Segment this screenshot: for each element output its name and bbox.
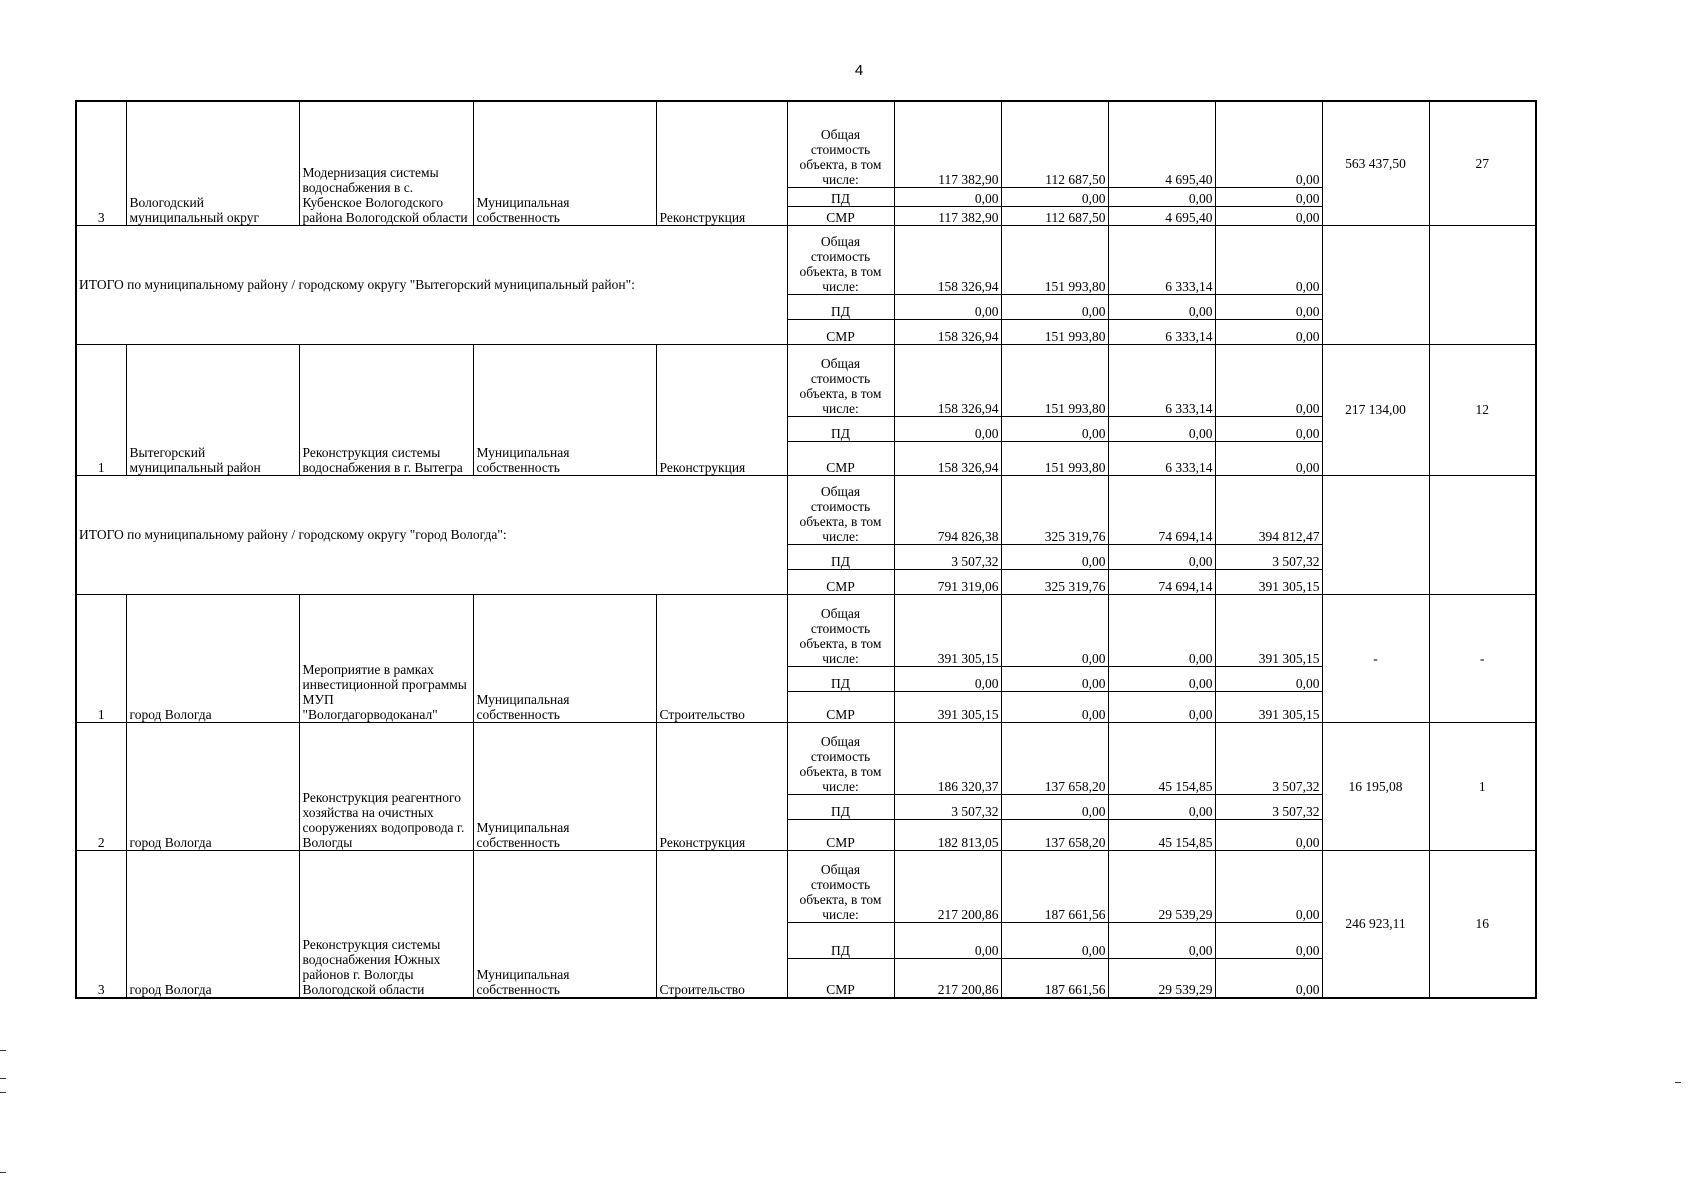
row-number: 3: [76, 101, 126, 225]
pd-value-cell: 0,00: [1108, 416, 1215, 441]
object-name-cell: Реконструкция реагентного хозяйства на очистных сооружениях водопровода г. Вологды: [299, 722, 473, 850]
work-type-cell: Реконструкция: [656, 344, 787, 475]
work-type-cell: Строительство: [656, 594, 787, 722]
investment-objects-table: [75, 100, 1537, 999]
object-name-cell: Реконструкция системы водоснабжения в г. Вытегра: [299, 344, 473, 475]
total-value-cell: 158 326,94: [894, 344, 1001, 416]
total-value-cell: 137 658,20: [1001, 722, 1108, 794]
smr-value-cell: 45 154,85: [1108, 819, 1215, 850]
object-row: [76, 101, 1536, 187]
pd-value-cell: 0,00: [1108, 922, 1215, 958]
total-value-cell: 217 200,86: [894, 850, 1001, 922]
extra-value-cell: -: [1322, 594, 1429, 722]
pd-value-cell: 0,00: [894, 416, 1001, 441]
pd-label: ПД: [787, 666, 894, 691]
smr-value-cell: 0,00: [1215, 319, 1322, 344]
page-number: 4: [854, 62, 864, 79]
smr-value-cell: 0,00: [1215, 206, 1322, 225]
smr-value-cell: 6 333,14: [1108, 441, 1215, 475]
ownership-cell: Муниципальная собственность: [473, 850, 656, 998]
total-value-cell: 0,00: [1215, 344, 1322, 416]
pd-value-cell: 0,00: [1001, 794, 1108, 819]
row-number: 1: [76, 594, 126, 722]
ownership-cell: Муниципальная собственность: [473, 101, 656, 225]
pd-value-cell: 3 507,32: [1215, 544, 1322, 569]
extra-value-cell: 16 195,08: [1322, 722, 1429, 850]
total-value-cell: 29 539,29: [1108, 850, 1215, 922]
itogo-title-cell: ИТОГО по муниципальному району / городскому округу "Вытегорский муниципальный район":: [76, 225, 787, 344]
smr-value-cell: 112 687,50: [1001, 206, 1108, 225]
smr-value-cell: 0,00: [1215, 441, 1322, 475]
pd-value-cell: 0,00: [1108, 544, 1215, 569]
pd-value-cell: 0,00: [1215, 187, 1322, 206]
municipality-cell: город Вологда: [126, 722, 299, 850]
itogo-row: [76, 225, 1536, 294]
pd-value-cell: 3 507,32: [894, 794, 1001, 819]
smr-value-cell: 137 658,20: [1001, 819, 1108, 850]
extra-value-cell: 563 437,50: [1322, 101, 1429, 225]
smr-value-cell: 6 333,14: [1108, 319, 1215, 344]
smr-value-cell: 182 813,05: [894, 819, 1001, 850]
extra-count-cell: 16: [1429, 850, 1536, 998]
smr-value-cell: 74 694,14: [1108, 569, 1215, 594]
object-name-cell: Модернизация системы водоснабжения в с. Кубенское Вологодского района Вологодской области: [299, 101, 473, 225]
extra-value-cell: 217 134,00: [1322, 344, 1429, 475]
pd-value-cell: 0,00: [1001, 544, 1108, 569]
pd-value-cell: 0,00: [894, 187, 1001, 206]
municipality-cell: город Вологда: [126, 850, 299, 998]
object-name-cell: Мероприятие в рамках инвестиционной программы МУП "Вологдагорводоканал": [299, 594, 473, 722]
municipality-cell: Вологодский муниципальный округ: [126, 101, 299, 225]
smr-value-cell: 217 200,86: [894, 958, 1001, 998]
total-value-cell: 391 305,15: [894, 594, 1001, 666]
ownership-cell: Муниципальная собственность: [473, 594, 656, 722]
smr-value-cell: 151 993,80: [1001, 319, 1108, 344]
total-value-cell: 0,00: [1001, 594, 1108, 666]
municipality-cell: город Вологда: [126, 594, 299, 722]
smr-value-cell: 325 319,76: [1001, 569, 1108, 594]
empty-cell: [1429, 475, 1536, 594]
smr-value-cell: 391 305,15: [894, 691, 1001, 722]
pd-value-cell: 0,00: [1215, 294, 1322, 319]
smr-value-cell: 791 319,06: [894, 569, 1001, 594]
extra-value-cell: 246 923,11: [1322, 850, 1429, 998]
smr-value-cell: 0,00: [1108, 691, 1215, 722]
total-value-cell: 187 661,56: [1001, 850, 1108, 922]
work-type-cell: Строительство: [656, 850, 787, 998]
municipality-cell: Вытегорский муниципальный район: [126, 344, 299, 475]
pd-value-cell: 0,00: [1108, 294, 1215, 319]
total-value-cell: 391 305,15: [1215, 594, 1322, 666]
smr-label: СМР: [787, 319, 894, 344]
total-cost-label: Общая стоимость объекта, в том числе:: [787, 850, 894, 922]
row-number: 3: [76, 850, 126, 998]
smr-value-cell: 117 382,90: [894, 206, 1001, 225]
scan-artifact: [0, 1050, 6, 1051]
pd-value-cell: 0,00: [1001, 294, 1108, 319]
extra-count-cell: 1: [1429, 722, 1536, 850]
smr-value-cell: 158 326,94: [894, 319, 1001, 344]
object-row: [76, 722, 1536, 794]
smr-label: СМР: [787, 691, 894, 722]
row-number: 1: [76, 344, 126, 475]
pd-label: ПД: [787, 294, 894, 319]
scan-artifact: [0, 1172, 6, 1173]
total-value-cell: 6 333,14: [1108, 225, 1215, 294]
pd-label: ПД: [787, 794, 894, 819]
pd-label: ПД: [787, 416, 894, 441]
pd-value-cell: 0,00: [1001, 187, 1108, 206]
total-value-cell: 117 382,90: [894, 101, 1001, 187]
total-cost-label: Общая стоимость объекта, в том числе:: [787, 722, 894, 794]
object-row: [76, 594, 1536, 666]
row-number: 2: [76, 722, 126, 850]
empty-cell: [1429, 225, 1536, 344]
pd-value-cell: 0,00: [1215, 922, 1322, 958]
smr-value-cell: 0,00: [1215, 958, 1322, 998]
scan-artifact: [0, 1078, 6, 1079]
itogo-title-cell: ИТОГО по муниципальному району / городскому округу "город Вологда":: [76, 475, 787, 594]
total-value-cell: 0,00: [1215, 850, 1322, 922]
ownership-cell: Муниципальная собственность: [473, 722, 656, 850]
total-value-cell: 3 507,32: [1215, 722, 1322, 794]
total-value-cell: 158 326,94: [894, 225, 1001, 294]
scan-artifact: [1675, 1082, 1681, 1083]
smr-label: СМР: [787, 819, 894, 850]
total-value-cell: 45 154,85: [1108, 722, 1215, 794]
pd-value-cell: 3 507,32: [1215, 794, 1322, 819]
smr-label: СМР: [787, 441, 894, 475]
smr-label: СМР: [787, 958, 894, 998]
pd-value-cell: 0,00: [894, 294, 1001, 319]
pd-value-cell: 0,00: [1001, 416, 1108, 441]
total-value-cell: 186 320,37: [894, 722, 1001, 794]
total-cost-label: Общая стоимость объекта, в том числе:: [787, 594, 894, 666]
total-value-cell: 151 993,80: [1001, 344, 1108, 416]
smr-value-cell: 0,00: [1001, 691, 1108, 722]
total-cost-label: Общая стоимость объекта, в том числе:: [787, 101, 894, 187]
object-name-cell: Реконструкция системы водоснабжения Южных районов г. Вологды Вологодской области: [299, 850, 473, 998]
scan-artifact: [0, 1092, 6, 1093]
ownership-cell: Муниципальная собственность: [473, 344, 656, 475]
pd-value-cell: 0,00: [1215, 666, 1322, 691]
pd-value-cell: 0,00: [894, 922, 1001, 958]
extra-count-cell: -: [1429, 594, 1536, 722]
total-value-cell: 794 826,38: [894, 475, 1001, 544]
total-value-cell: 151 993,80: [1001, 225, 1108, 294]
total-value-cell: 394 812,47: [1215, 475, 1322, 544]
pd-value-cell: 0,00: [1108, 666, 1215, 691]
total-value-cell: 325 319,76: [1001, 475, 1108, 544]
smr-value-cell: 187 661,56: [1001, 958, 1108, 998]
work-type-cell: Реконструкция: [656, 722, 787, 850]
total-cost-label: Общая стоимость объекта, в том числе:: [787, 475, 894, 544]
smr-value-cell: 0,00: [1215, 819, 1322, 850]
total-value-cell: 6 333,14: [1108, 344, 1215, 416]
pd-value-cell: 0,00: [1108, 794, 1215, 819]
total-cost-label: Общая стоимость объекта, в том числе:: [787, 344, 894, 416]
pd-value-cell: 0,00: [1215, 416, 1322, 441]
smr-value-cell: 391 305,15: [1215, 569, 1322, 594]
pd-value-cell: 3 507,32: [894, 544, 1001, 569]
object-row: [76, 850, 1536, 922]
empty-cell: [1322, 475, 1429, 594]
smr-value-cell: 29 539,29: [1108, 958, 1215, 998]
work-type-cell: Реконструкция: [656, 101, 787, 225]
object-row: [76, 344, 1536, 416]
itogo-row: [76, 475, 1536, 544]
pd-value-cell: 0,00: [1001, 922, 1108, 958]
extra-count-cell: 27: [1429, 101, 1536, 225]
pd-value-cell: 0,00: [894, 666, 1001, 691]
pd-label: ПД: [787, 187, 894, 206]
total-cost-label: Общая стоимость объекта, в том числе:: [787, 225, 894, 294]
pd-value-cell: 0,00: [1108, 187, 1215, 206]
pd-label: ПД: [787, 922, 894, 958]
smr-value-cell: 151 993,80: [1001, 441, 1108, 475]
smr-value-cell: 391 305,15: [1215, 691, 1322, 722]
extra-count-cell: 12: [1429, 344, 1536, 475]
total-value-cell: 0,00: [1215, 225, 1322, 294]
total-value-cell: 4 695,40: [1108, 101, 1215, 187]
smr-label: СМР: [787, 569, 894, 594]
total-value-cell: 0,00: [1108, 594, 1215, 666]
smr-value-cell: 4 695,40: [1108, 206, 1215, 225]
pd-label: ПД: [787, 544, 894, 569]
total-value-cell: 112 687,50: [1001, 101, 1108, 187]
pd-value-cell: 0,00: [1001, 666, 1108, 691]
total-value-cell: 74 694,14: [1108, 475, 1215, 544]
smr-label: СМР: [787, 206, 894, 225]
total-value-cell: 0,00: [1215, 101, 1322, 187]
empty-cell: [1322, 225, 1429, 344]
smr-value-cell: 158 326,94: [894, 441, 1001, 475]
